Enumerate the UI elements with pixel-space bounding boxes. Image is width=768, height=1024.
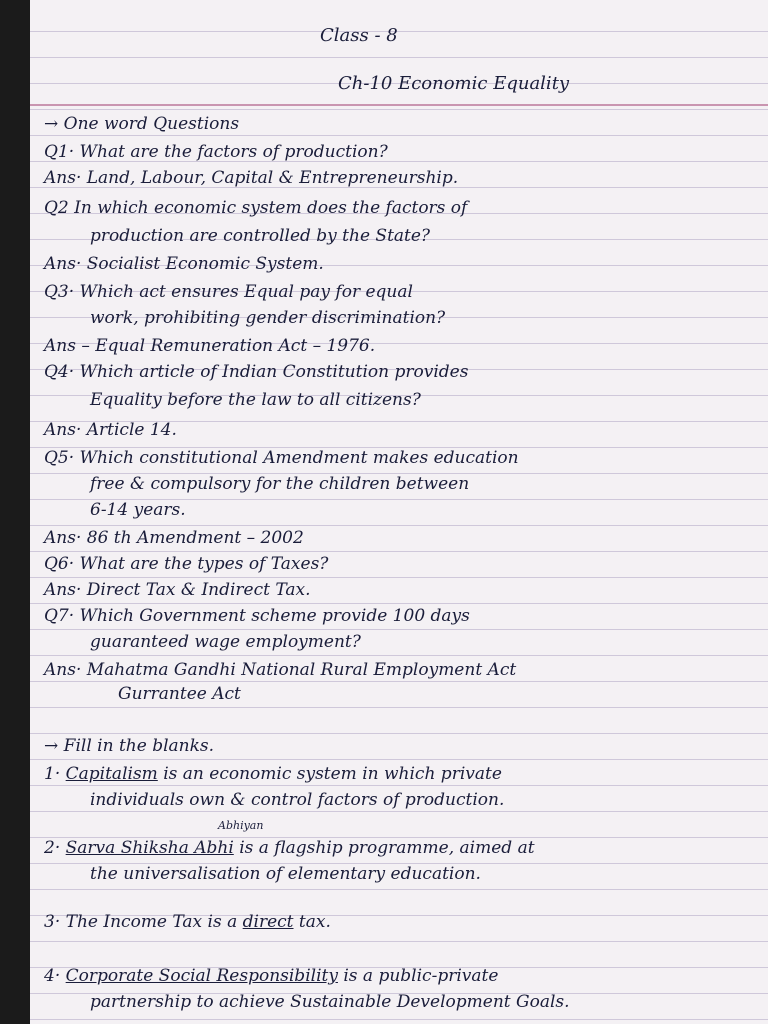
fill-1	[44, 764, 502, 784]
answer-5: Ans· 86 th Amendment – 2002	[44, 528, 304, 548]
answer-2: Ans· Socialist Economic System.	[44, 254, 324, 274]
fill-4	[44, 966, 498, 986]
question-7-cont: guaranteed wage employment?	[90, 632, 361, 652]
fill-2-number: 2·	[44, 838, 61, 858]
question-1: Q1· What are the factors of production?	[44, 142, 388, 162]
fill-4-blank: Corporate Social Responsibility	[65, 966, 338, 986]
answer-4: Ans· Article 14.	[44, 420, 177, 440]
fill-1-blank: Capitalism	[65, 764, 158, 784]
chapter-title: Ch-10 Economic Equality	[338, 73, 570, 94]
question-3: Q3· Which act ensures Equal pay for equal	[44, 282, 413, 302]
fill-2-insertion: Abhiyan	[218, 819, 264, 832]
fill-4-text: is a public-private	[343, 966, 499, 986]
question-5-cont-2: 6-14 years.	[90, 500, 186, 520]
margin-line	[30, 104, 768, 106]
fill-1-number: 1·	[44, 764, 61, 784]
fill-1-text: is an economic system in which private	[163, 764, 502, 784]
fill-2-text: is a flagship programme, aimed at	[239, 838, 535, 858]
section-one-word: → One word Questions	[44, 114, 240, 134]
fill-3	[44, 912, 331, 932]
fill-4-cont: partnership to achieve Sustainable Development Goals.	[90, 992, 570, 1012]
fill-2-blank: Sarva Shiksha Abhi	[65, 838, 234, 858]
fill-4-number: 4·	[44, 966, 61, 986]
fill-3-text: tax.	[298, 912, 331, 932]
class-heading: Class - 8	[320, 25, 398, 46]
question-2: Q2 In which economic system does the factors of	[44, 198, 468, 218]
question-6: Q6· What are the types of Taxes?	[44, 554, 329, 574]
fill-3-blank: direct	[242, 912, 294, 932]
question-4-cont: Equality before the law to all citizens?	[90, 390, 421, 410]
question-7: Q7· Which Government scheme provide 100 days	[44, 606, 470, 626]
answer-7-cont: Gurrantee Act	[118, 684, 241, 704]
question-2-cont: production are controlled by the State?	[90, 226, 431, 246]
answer-3: Ans – Equal Remuneration Act – 1976.	[44, 336, 376, 356]
fill-1-cont: individuals own & control factors of production.	[90, 790, 505, 810]
answer-1: Ans· Land, Labour, Capital & Entrepreneurship.	[44, 168, 459, 188]
fill-3-number: 3·	[44, 912, 61, 932]
question-5: Q5· Which constitutional Amendment makes education	[44, 448, 519, 468]
section-fill-blanks: → Fill in the blanks.	[44, 736, 215, 756]
question-5-cont: free & compulsory for the children between	[90, 474, 470, 494]
answer-7: Ans· Mahatma Gandhi National Rural Employment Act	[44, 660, 517, 680]
question-3-cont: work, prohibiting gender discrimination?	[90, 308, 446, 328]
fill-3-pre: The Income Tax is a	[65, 912, 238, 932]
question-4: Q4· Which article of Indian Constitution provides	[44, 362, 469, 382]
fill-2-cont: the universalisation of elementary education.	[90, 864, 481, 884]
notebook-page	[30, 0, 768, 1024]
answer-6: Ans· Direct Tax & Indirect Tax.	[44, 580, 311, 600]
fill-2	[44, 838, 535, 858]
